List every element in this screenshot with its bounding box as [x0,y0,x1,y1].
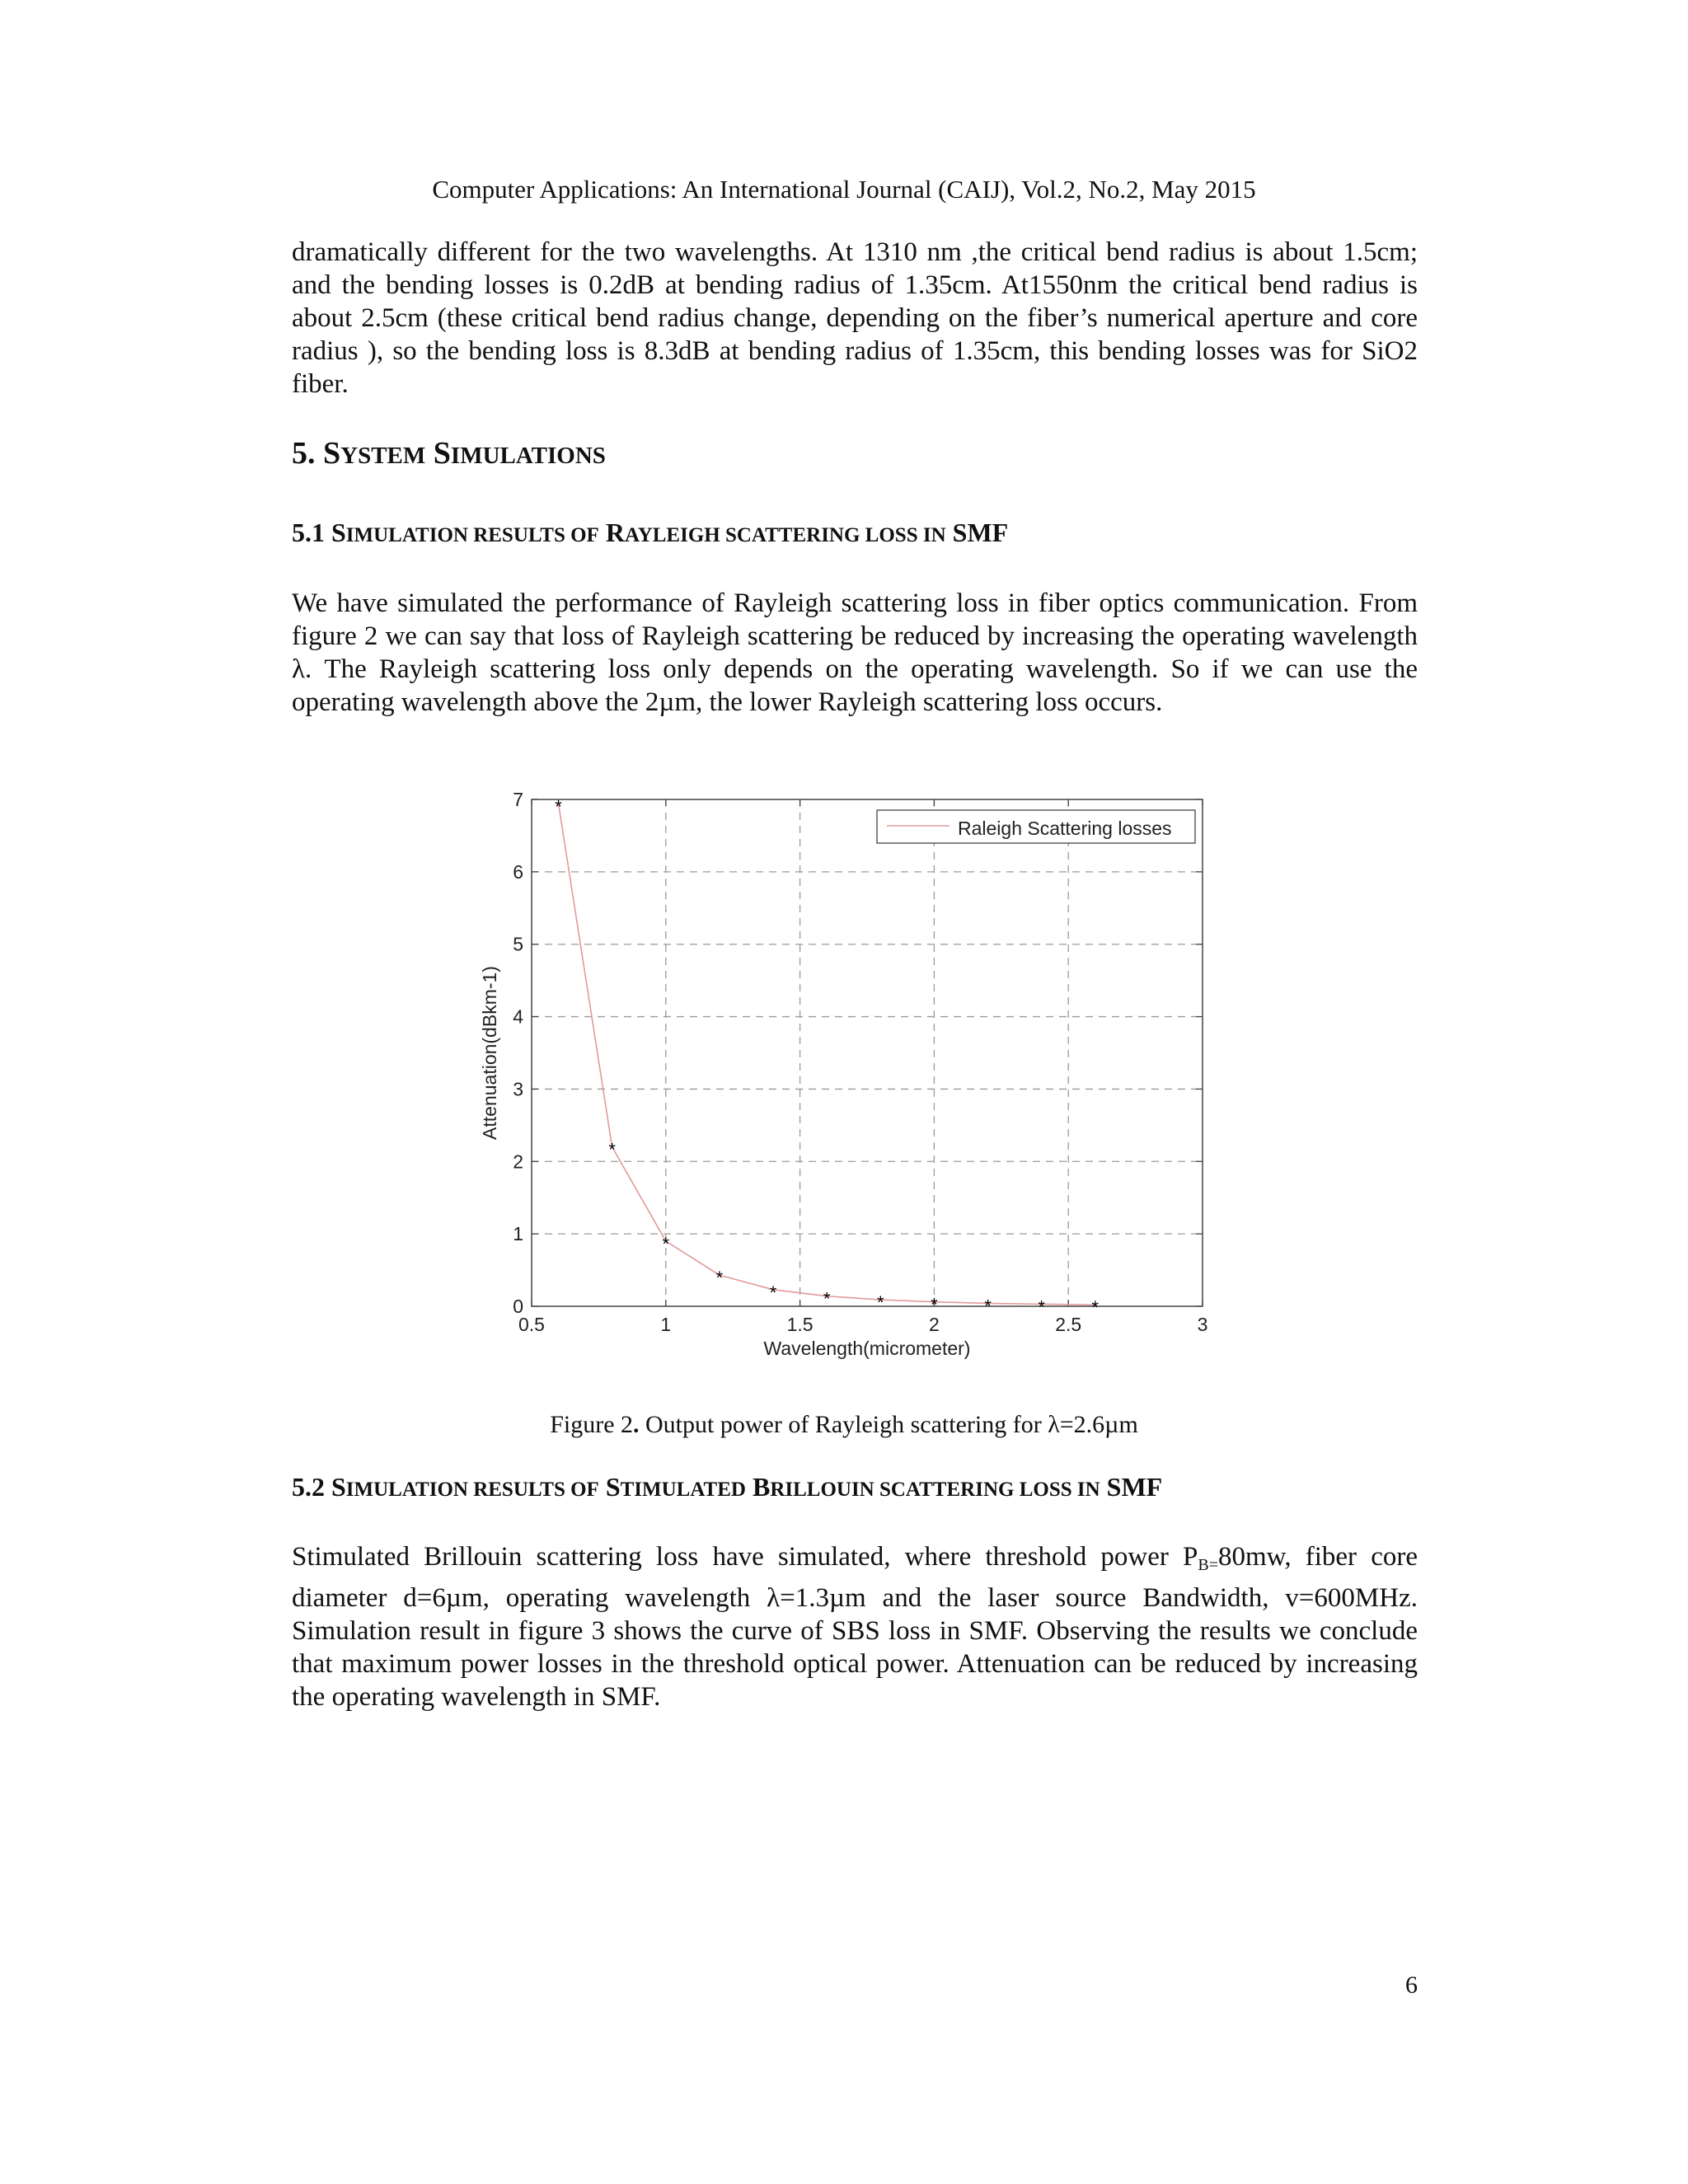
caption-dot: . [633,1411,640,1438]
data-point-marker: * [931,1294,938,1315]
paragraph-part: 80mw, fiber core diameter d=6µm, operating wavelength λ=1.3µm and the laser source Bandwidth, v=600MHz. Simulation result in figure 3 shows the curve of SBS loss in SMF. Observing the results we conclude that maximum power losses in the threshold optical power. Attenuation can be reduced by increasing the operating wavelength in SMF. [292,1542,1418,1712]
section-51-heading [292,518,1418,548]
title-rest: YSTEM [340,443,426,469]
section-51-paragraph: We have simulated the performance of Rayleigh scattering loss in fiber optics communication. From figure 2 we can say that loss of Rayleigh scattering be reduced by increasing the operating wavelength λ. The Rayleigh scattering loss only depends on the operating wavelength. So if we can use the operating wavelength above the 2µm, the lower Rayleigh scattering loss occurs. [292,588,1418,717]
x-tick-label: 2.5 [1055,1314,1082,1335]
title-rest: TIMULATED [620,1479,746,1501]
caption-text: Output power of Rayleigh scattering for λ=2.6µm [639,1411,1138,1438]
data-point-marker: * [715,1268,724,1289]
title-rest: IMULATION RESULTS OF [345,524,599,546]
y-tick-label: 0 [513,1296,523,1317]
title-cap: S [605,1472,621,1502]
section-51-body [292,587,1418,719]
plot-frame [532,799,1203,1306]
title-rest: RILLOUIN SCATTERING LOSS IN [770,1479,1100,1501]
subscript: B= [1198,1556,1218,1574]
data-point-marker: * [876,1292,884,1314]
y-tick-label: 7 [513,789,523,810]
y-tick-label: 1 [513,1223,523,1245]
y-tick-label: 6 [513,860,523,883]
x-tick-label: 3 [1197,1314,1208,1335]
data-point-marker: * [662,1233,670,1254]
title-cap: S [331,518,346,547]
x-axis-label: Wavelength(micrometer) [763,1338,971,1359]
x-tick-label: 1 [660,1314,672,1335]
intro-block [292,236,1418,401]
chart-markers [555,796,1099,1318]
data-point-marker: * [608,1139,616,1160]
subsection-number: 5.2 [292,1472,325,1502]
section-52-heading [292,1472,1418,1502]
data-point-marker: * [984,1296,992,1317]
paragraph-part: Stimulated Brillouin scattering loss have simulated, where threshold power P [292,1542,1198,1572]
data-point-marker: * [823,1288,831,1310]
title-word: SMF [1106,1472,1163,1502]
section-52-body [292,1540,1418,1713]
y-tick-label: 5 [513,933,523,955]
section-5-heading [292,435,1418,471]
title-word: SMF [952,518,1009,547]
rayleigh-chart [462,775,1220,1368]
title-cap: B [752,1472,771,1502]
data-point-marker: * [1038,1296,1045,1318]
chart-ticks [513,789,1207,1335]
y-tick-label: 3 [513,1078,523,1100]
y-axis-label: Attenuation(dBkm-1) [479,966,500,1140]
x-tick-label: 0.5 [518,1314,545,1335]
series-line-raleigh [559,804,1095,1305]
chart-grid [532,799,1203,1306]
x-tick-label: 1.5 [786,1314,814,1335]
legend-label: Raleigh Scattering losses [958,818,1172,839]
data-point-marker: * [1091,1297,1100,1319]
figure-caption [0,1411,1688,1439]
data-point-marker: * [769,1282,777,1303]
caption-prefix: Figure 2 [550,1411,634,1438]
title-rest: IMULATIONS [450,443,606,469]
subsection-number: 5.1 [292,518,325,547]
legend-box [877,810,1195,843]
section-52-paragraph [292,1540,1418,1713]
running-head: Computer Applications: An International Journal (CAIJ), Vol.2, No.2, May 2015 [432,175,1256,204]
intro-paragraph: dramatically different for the two wavelengths. At 1310 nm ,the critical bend radius is about 1.5cm; and the bending losses is 0.2dB at bending radius of 1.35cm. At1550nm the critical bend radius is about 2.5cm (these critical bend radius change, depending on the fiber’s numerical aperture and core radius ), so the bending loss is 8.3dB at bending radius of 1.35cm, this bending losses was for SiO2 fiber. [292,237,1418,399]
data-point-marker: * [555,796,562,818]
section-number: 5. [292,436,316,471]
title-cap: R [605,518,625,547]
x-tick-label: 2 [929,1314,940,1335]
page-number: 6 [1405,1971,1418,1999]
title-cap: S [331,1472,346,1502]
y-tick-label: 4 [513,1005,523,1028]
title-cap: S [433,436,451,471]
title-rest: IMULATION RESULTS OF [345,1479,599,1501]
title-rest: AYLEIGH SCATTERING LOSS IN [624,524,946,546]
title-cap: S [323,436,341,471]
y-tick-label: 2 [513,1151,523,1173]
